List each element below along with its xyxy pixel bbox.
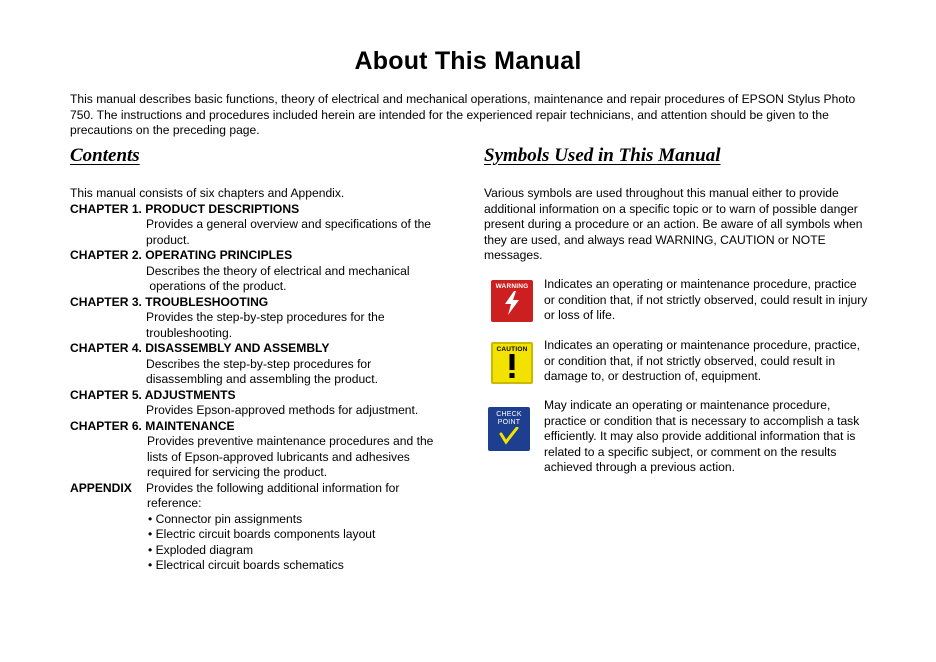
lightning-bolt-icon <box>502 290 522 316</box>
appendix-label: APPENDIX <box>70 480 132 495</box>
chapter-desc-line: disassembling and assembling the product. <box>146 372 378 386</box>
appendix-bullet: • Electrical circuit boards schematics <box>148 558 344 572</box>
chapter-desc-line: Describes the step-by-step procedures for <box>146 356 372 371</box>
symbols-lead: Various symbols are used throughout this manual either to provide additional information on a specific topic or to warn of possible danger present during a procedure or an action. Be aware of all symbols when they are used, and always read WARNING, CAUTION or NOTE messages. <box>484 186 863 262</box>
intro-paragraph: This manual describes basic functions, theory of electrical and mechanical operations, maintenance and repair procedures of EPSON Stylus Photo 750. The instructions and procedures included herein are intended for the experienced repair technicians, and attention should be given to the precautions on the preceding page. <box>70 92 856 138</box>
chapter-desc-line: Provides Epson-approved methods for adjustment. <box>146 403 419 417</box>
appendix-bullet: • Connector pin assignments <box>148 511 303 526</box>
appendix-bullet: • Exploded diagram <box>148 542 254 557</box>
checkmark-icon <box>498 427 520 445</box>
appendix-bullet: • Electric circuit boards components layout <box>148 527 376 541</box>
check-icon-label: CHECK <box>496 411 522 418</box>
chapter-title: CHAPTER 1. PRODUCT DESCRIPTIONS <box>70 201 300 216</box>
chapter-entry <box>70 202 460 249</box>
chapter-entry <box>70 419 460 481</box>
contents-list <box>70 186 460 574</box>
appendix-entry <box>70 481 460 574</box>
chapter-title: CHAPTER 5. ADJUSTMENTS <box>70 387 236 402</box>
warning-description <box>544 277 870 324</box>
chapter-desc-line: troubleshooting. <box>146 325 233 340</box>
caution-icon <box>491 342 533 384</box>
caution-description <box>544 338 870 385</box>
chapter-title: CHAPTER 4. DISASSEMBLY AND ASSEMBLY <box>70 341 330 355</box>
chapter-desc-line: Provides preventive maintenance procedures and the <box>147 434 434 448</box>
exclamation-icon <box>507 353 517 379</box>
check-point-text: May indicate an operating or maintenance procedure, practice or condition that is necessary to accomplish a task efficiently. It may also provide additional information that is related to a specific subject, or comment on the results achieved through a previous action. <box>544 398 860 474</box>
chapter-desc-line: required for servicing the product. <box>147 465 328 479</box>
chapter-title: CHAPTER 6. MAINTENANCE <box>70 418 235 433</box>
check-point-description <box>544 398 870 476</box>
warning-icon <box>491 280 533 322</box>
page-title: About This Manual <box>354 47 582 75</box>
appendix-text: Provides the following additional information for <box>146 480 400 495</box>
chapter-desc-line: Provides the step-by-step procedures for the <box>146 310 385 324</box>
symbols-heading: Symbols Used in This Manual <box>484 145 721 166</box>
contents-lead: This manual consists of six chapters and Appendix. <box>70 186 345 200</box>
chapter-desc-line: product. <box>146 232 190 247</box>
chapter-title: CHAPTER 2. OPERATING PRINCIPLES <box>70 248 293 262</box>
caution-icon-label: CAUTION <box>496 346 528 353</box>
check-point-icon <box>488 407 530 451</box>
appendix-text-2: reference: <box>147 496 202 510</box>
chapter-entry <box>70 248 460 295</box>
warning-icon-label: WARNING <box>495 283 529 290</box>
chapter-desc-line: Describes the theory of electrical and mechanical <box>146 263 410 278</box>
chapter-entry <box>70 388 460 419</box>
point-icon-label: POINT <box>497 419 521 426</box>
chapter-title: CHAPTER 3. TROUBLESHOOTING <box>70 294 269 309</box>
warning-text: Indicates an operating or maintenance procedure, practice or condition that, if not strictly observed, could result in injury or loss of life. <box>544 277 868 322</box>
chapter-desc-line: operations of the product. <box>146 279 287 293</box>
chapter-desc-line: Provides a general overview and specifications of the <box>146 217 432 231</box>
chapter-entry <box>70 341 460 388</box>
chapter-entry <box>70 295 460 342</box>
chapter-desc-line: lists of Epson-approved lubricants and adhesives <box>147 449 410 464</box>
contents-heading: Contents <box>70 145 140 166</box>
caution-text: Indicates an operating or maintenance procedure, practice, or condition that, if not strictly observed, could result in damage to, or destruction of, equipment. <box>544 338 860 383</box>
